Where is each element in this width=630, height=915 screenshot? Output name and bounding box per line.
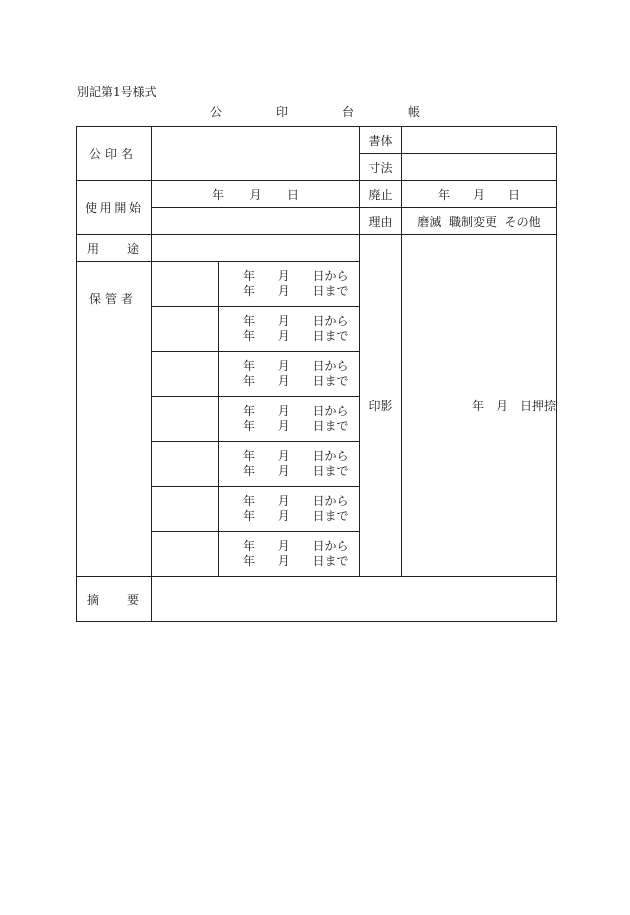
seal-name-label: 公 印 名 (77, 127, 152, 181)
title-char: 印 (275, 105, 288, 119)
custodian-name-field[interactable] (152, 397, 219, 442)
abolition-date-field[interactable]: 年 月 日 (402, 181, 557, 208)
summary-field[interactable] (152, 577, 557, 622)
custody-period[interactable]: 年 月 日から 年 月 日まで (219, 532, 360, 577)
seal-name-field[interactable] (152, 127, 360, 181)
start-use-label: 使 用 開 始 (77, 181, 152, 235)
font-style-label: 書体 (360, 127, 402, 154)
dimensions-label: 寸法 (360, 154, 402, 181)
reason-label: 理由 (360, 208, 402, 235)
custody-period[interactable]: 年 月 日から 年 月 日まで (219, 262, 360, 307)
custody-period[interactable]: 年 月 日から 年 月 日まで (219, 487, 360, 532)
summary-label: 摘 要 (77, 577, 152, 622)
start-use-extra-field[interactable] (152, 208, 360, 235)
page-title (210, 103, 420, 120)
custodian-name-field[interactable] (152, 307, 219, 352)
title-char: 帳 (407, 105, 420, 119)
dimensions-field[interactable] (402, 154, 557, 181)
reason-options[interactable]: 磨滅 職制変更 その他 (402, 208, 557, 235)
purpose-label: 用 途 (77, 235, 152, 262)
form-number: 別記第1号様式 (77, 85, 157, 99)
purpose-field[interactable] (152, 235, 360, 262)
custodian-label: 保 管 者 (77, 262, 152, 577)
custody-period[interactable]: 年 月 日から 年 月 日まで (219, 442, 360, 487)
font-style-field[interactable] (402, 127, 557, 154)
title-char: 公 (210, 105, 223, 119)
imprint-area[interactable]: 年 月 日押捺 (402, 235, 557, 577)
custody-period[interactable]: 年 月 日から 年 月 日まで (219, 397, 360, 442)
custodian-name-field[interactable] (152, 532, 219, 577)
title-char: 台 (341, 105, 354, 119)
custodian-name-field[interactable] (152, 442, 219, 487)
start-use-date-field[interactable]: 年 月 日 (152, 181, 360, 208)
custody-period[interactable]: 年 月 日から 年 月 日まで (219, 307, 360, 352)
custodian-name-field[interactable] (152, 352, 219, 397)
imprint-label: 印影 (360, 235, 402, 577)
custodian-name-field[interactable] (152, 487, 219, 532)
abolition-label: 廃止 (360, 181, 402, 208)
seal-ledger-table (76, 126, 557, 622)
custodian-name-field[interactable] (152, 262, 219, 307)
custody-period[interactable]: 年 月 日から 年 月 日まで (219, 352, 360, 397)
